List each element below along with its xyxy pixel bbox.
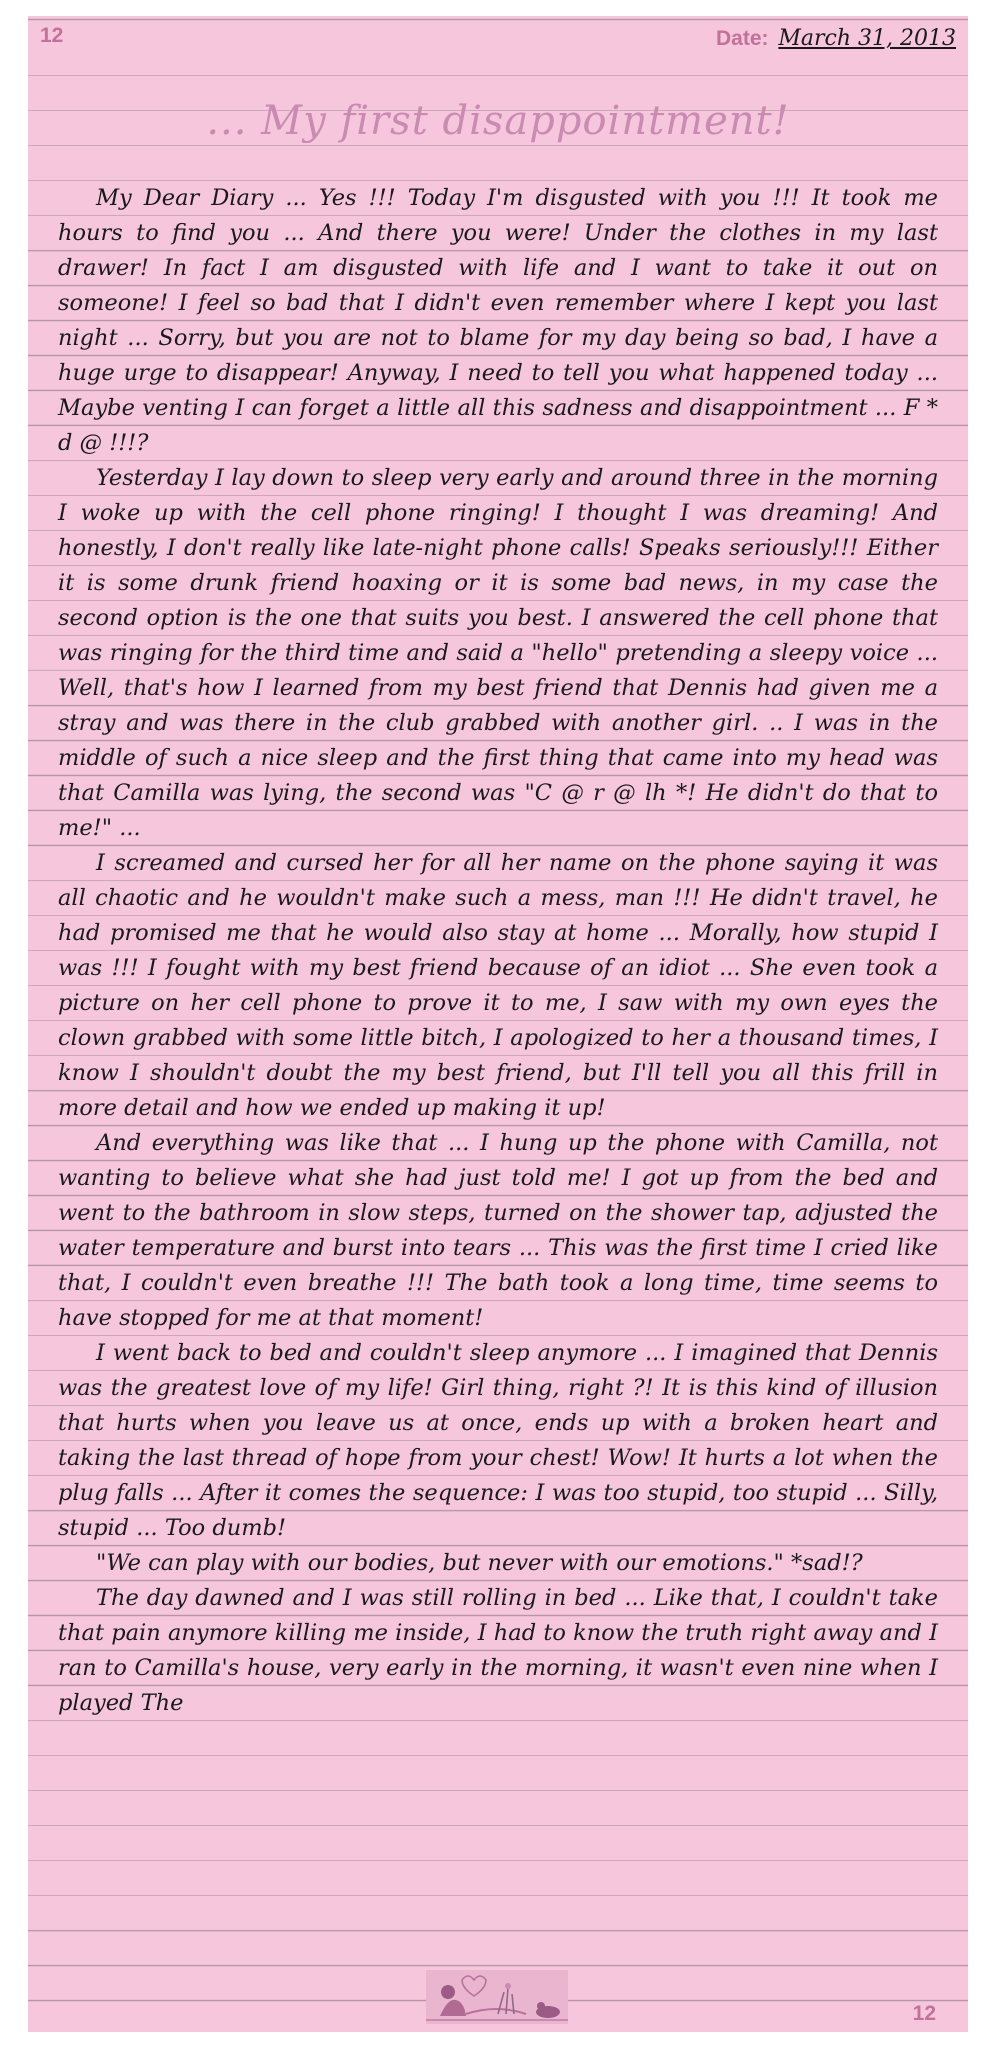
paragraph: Yesterday I lay down to sleep very early and around three in the morning I woke up with the cell phone ringing! I thought I was dreaming! And honestly, I don't really like late-night phone calls! Speaks seriously!!! Either it is some drunk friend hoaxing or it is some bad news, in my case the second option is the one that suits you best. I answered the cell phone that was ringing for the third time and said a "hello" pretending a sleepy voice ... Well, that's how I learned from my best friend that Dennis had given me a stray and was there in the club grabbed with another girl. .. I was in the middle of such a nice sleep and the first thing that came into my head was that Camilla was lying, the second was "C @ r @ lh *! He didn't do that to me!" ...	[58, 465, 938, 841]
date-value: March 31, 2013	[778, 26, 956, 51]
date-line	[716, 26, 956, 51]
paragraph: My Dear Diary ... Yes !!! Today I'm disgusted with you !!! It took me hours to find you ... And there you were! Under the clothes in my last drawer! In fact I am disgusted with life and I want to take it out on someone! I feel so bad that I didn't even remember where I kept you last night ... Sorry, but you are not to blame for my day being so bad, I have a huge urge to disappear! Anyway, I need to tell you what happened today ... Maybe venting I can forget a little all this sadness and disappointment ... F * d @ !!!?	[58, 185, 938, 456]
paragraph: I went back to bed and couldn't sleep anymore ... I imagined that Dennis was the greatest love of my life! Girl thing, right ?! It is this kind of illusion that hurts when you leave us at once, ends up with a broken heart and taking the last thread of hope from your chest! Wow! It hurts a lot when the plug falls ... After it comes the sequence: I was too stupid, too stupid ... Silly, stupid ... Too dumb!	[58, 1340, 938, 1541]
paragraph: "We can play with our bodies, but never with our emotions." *sad!?	[96, 1550, 863, 1576]
paragraph: The day dawned and I was still rolling in bed ... Like that, I couldn't take that pain anymore killing me inside, I had to know the truth right away and I ran to Camilla's house, very early in the morning, it wasn't even nine when I played The	[58, 1585, 938, 1716]
paragraph: And everything was like that ... I hung up the phone with Camilla, not wanting to believe what she had just told me! I got up from the bed and went to the bathroom in slow steps, turned on the shower tap, adjusted the water temperature and burst into tears ... This was the first time I cried like that, I couldn't even breathe !!! The bath took a long time, time seems to have stopped for me at that moment!	[58, 1130, 938, 1331]
diary-page	[28, 16, 968, 2032]
page-number-top: 12	[40, 24, 64, 47]
date-label: Date:	[716, 27, 769, 50]
paragraph: I screamed and cursed her for all her name on the phone saying it was all chaotic and he wouldn't make such a mess, man !!! He didn't travel, he had promised me that he would also stay at home ... Morally, how stupid I was !!! I fought with my best friend because of an idiot ... She even took a picture on her cell phone to prove it to me, I saw with my own eyes the clown grabbed with some little bitch, I apologized to her a thousand times, I know I shouldn't doubt the my best friend, but I'll tell you all this frill in more detail and how we ended up making it up!	[58, 850, 938, 1121]
page-number-bottom: 12	[912, 2002, 936, 2025]
entry-body	[58, 181, 938, 1721]
girl-with-heart-illustration-icon	[426, 1970, 568, 2024]
entry-title: ... My first disappointment!	[206, 98, 790, 144]
